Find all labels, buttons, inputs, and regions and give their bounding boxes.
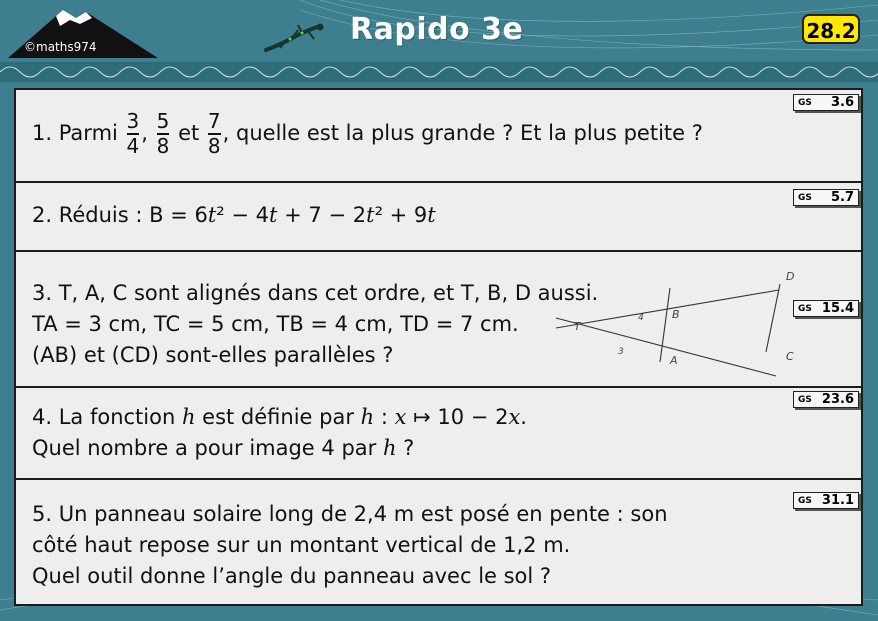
point-A-label: A [670, 354, 678, 367]
line [32, 433, 527, 464]
function-name: h [382, 436, 397, 460]
point-T-label: T [574, 320, 581, 333]
numerator: 7 [207, 109, 221, 133]
gs-value: 31.1 [821, 493, 854, 508]
question-prefix: 1. Parmi [32, 121, 118, 145]
gs-label: GS [798, 495, 812, 506]
gs-label: GS [798, 394, 812, 405]
text: + 7 − 2 [277, 203, 367, 227]
text: ? [396, 436, 415, 460]
header [0, 0, 878, 62]
line [32, 402, 527, 433]
question-text [32, 499, 668, 592]
gs-label: GS [798, 97, 812, 108]
gs-value: 15.4 [821, 301, 854, 316]
numerator: 3 [126, 109, 140, 133]
gs-value: 5.7 [830, 190, 854, 205]
question-text [32, 200, 436, 231]
gs-label: GS [798, 303, 812, 314]
function-name: h [360, 405, 375, 429]
gs-reference [793, 391, 859, 408]
text: 2. Réduis : B = 6 [32, 203, 208, 227]
denominator: 4 [126, 134, 140, 158]
line: côté haut repose sur un montant vertical de 1,2 m. [32, 533, 571, 557]
denominator: 8 [207, 134, 221, 158]
gs-reference [793, 492, 859, 509]
geometry-figure [554, 270, 794, 382]
separator: et [178, 121, 200, 145]
logo-text: ©maths974 [24, 40, 97, 54]
question-text [32, 402, 527, 464]
point-D-label: D [786, 270, 794, 283]
gs-reference [793, 300, 859, 317]
questions-panel [14, 88, 863, 606]
question-text [32, 278, 598, 371]
function-name: h [181, 405, 196, 429]
question-text [32, 110, 703, 158]
fraction-1 [127, 110, 140, 158]
length-TB-label: 4 [638, 313, 644, 323]
variable: t [427, 203, 436, 227]
numerator: 5 [156, 109, 170, 133]
lizard-icon [262, 22, 324, 54]
variable: x [508, 405, 521, 429]
question-4 [16, 388, 861, 480]
point-B-label: B [672, 308, 680, 321]
text: est définie par [195, 405, 361, 429]
text: . [520, 405, 527, 429]
text: Quel nombre a pour image 4 par [32, 436, 383, 460]
text: ² + 9 [374, 203, 428, 227]
text: : [374, 405, 395, 429]
line: 3. T, A, C sont alignés dans cet ordre, et T, B, D aussi. [32, 281, 599, 305]
line: 5. Un panneau solaire long de 2,4 m est posé en pente : son [32, 502, 668, 526]
page-title: Rapido 3e [350, 12, 524, 47]
question-2 [16, 183, 861, 252]
line: Quel outil donne l’angle du panneau avec le sol ? [32, 564, 552, 588]
question-1 [16, 90, 861, 183]
line: TA = 3 cm, TC = 5 cm, TB = 4 cm, TD = 7 cm. [32, 312, 519, 336]
variable: t [366, 203, 375, 227]
question-suffix: , quelle est la plus grande ? Et la plus petite ? [222, 121, 703, 145]
text: ² − 4 [216, 203, 270, 227]
question-5 [16, 480, 861, 604]
fraction-2 [157, 110, 170, 158]
gs-label: GS [798, 192, 812, 203]
gs-value: 3.6 [830, 95, 854, 110]
variable: x [394, 405, 407, 429]
question-3 [16, 252, 861, 388]
separator: , [141, 121, 148, 145]
gs-value: 23.6 [821, 392, 854, 407]
length-TA-label: 3 [618, 347, 624, 357]
point-C-label: C [786, 350, 794, 363]
text: ↦ 10 − 2 [406, 405, 509, 429]
variable: t [269, 203, 278, 227]
text: 4. La fonction [32, 405, 182, 429]
line: (AB) et (CD) sont-elles parallèles ? [32, 343, 394, 367]
denominator: 8 [156, 134, 170, 158]
gs-reference [793, 94, 859, 111]
fraction-3 [208, 110, 221, 158]
variable: t [207, 203, 217, 227]
rapido-number-badge: 28.2 [802, 14, 860, 44]
gs-reference [793, 189, 859, 206]
